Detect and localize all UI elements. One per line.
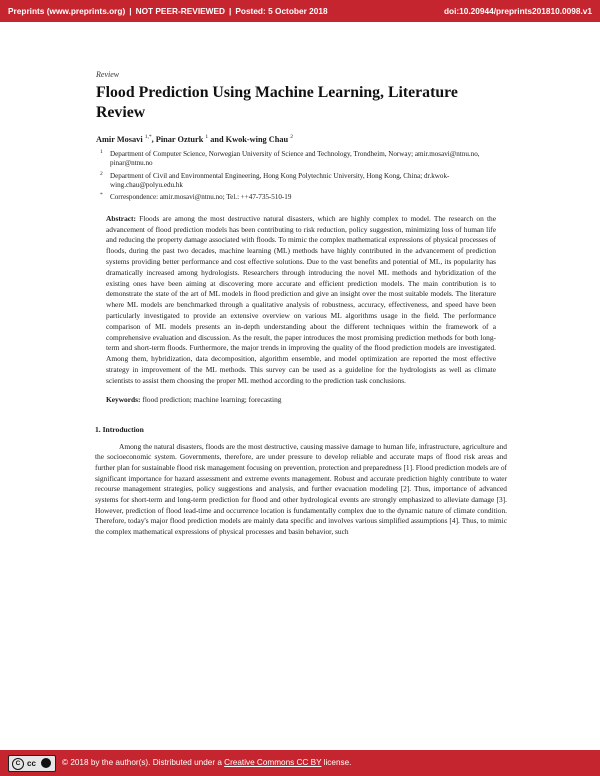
author-affiliation-marker: 1,* <box>144 134 152 140</box>
review-status: NOT PEER-REVIEWED <box>135 6 226 16</box>
preprint-header-bar <box>0 0 600 22</box>
license-link[interactable]: Creative Commons CC BY <box>224 758 322 767</box>
correspondence-text: Correspondence: amir.mosavi@ntnu.no; Tel.: ++47-735-510-19 <box>110 193 292 202</box>
license-suffix: license. <box>323 758 352 767</box>
cc-by-badge[interactable] <box>8 755 56 772</box>
license-footer-bar <box>0 750 600 776</box>
affiliation-number: 1 <box>100 148 103 155</box>
article-type: Review <box>96 70 120 79</box>
separator: | <box>129 6 132 16</box>
introduction-paragraph: Among the natural disasters, floods are the most destructive, causing massive damage to human life, infrastructure, agriculture and the socioeconomic system. Governments, therefore, are under pressure to develop reliable and accurate maps of flood risk areas and further plan for sustainable flood risk management focusing on prevention, protection and preparedness [1]. Flood prediction models are of significant importance for hazard assessment and extreme events management. Robust and accurate prediction highly contribute to water recourse management strategies, policy suggestions and analysis, and further evacuation modeling [2]. Thus, importance of advanced systems for short-term and long-term prediction for flood and other hydrological events are strongly emphasized to alleviate damage [3]. However, prediction of flood lead-time and occurrence location is fundamentally complex due to the dynamic nature of climate condition. Therefore, today's major flood prediction models are mainly data specific and involves various simplified assumptions [4]. Thus, to mimic the complex mathematical expressions of physical processes and basin behavior, such <box>95 441 507 537</box>
separator: | <box>229 6 232 16</box>
author-name: Amir Mosavi <box>96 134 143 144</box>
doi-link[interactable]: doi:10.20944/preprints201810.0098.v1 <box>443 6 592 16</box>
correspondence <box>96 193 506 202</box>
person-icon <box>41 758 51 768</box>
keywords-label: Keywords: <box>106 394 141 404</box>
affiliation-item <box>96 150 506 169</box>
posted-date: Posted: 5 October 2018 <box>235 6 328 16</box>
author-list <box>96 134 506 144</box>
keywords-text: flood prediction; machine learning; forecasting <box>142 394 282 404</box>
copyright-symbol: © <box>62 758 69 767</box>
correspondence-marker: * <box>100 192 103 199</box>
affiliation-text: Department of Civil and Environmental Engineering, Hong Kong Polytechnic University, Hong Kong, China; dr.kwok-wing.chau@polyu.edu.hk <box>110 171 450 189</box>
affiliation-item <box>96 172 506 191</box>
abstract-text: Floods are among the most destructive natural disasters, which are highly complex to model. The research on the advancement of flood prediction models has been contributing to risk reduction, policy suggestion, minimizing loss of human life and reducing the property damage associated with floods. To mimic the complex mathematical expressions of physical processes of floods, during the past two decades, machine learning (ML) methods have highly contributed in the advancement of prediction systems providing better performance and cost effective solutions. Due to the vast benefits and potential of ML, its popularity has dramatically increased among hydrologists. Researchers through introducing the novel ML methods and hybridization of the existing ones have been aiming at discovering more accurate and efficient prediction models. The main contribution is to demonstrate the state of the art of ML models in flood prediction and give an insight over the most suitable models. The literature where ML models are benchmarked through a qualitative analysis of robustness, accuracy, effectiveness, and speed have been particularly investigated to provide an extensive overview on various ML algorithms usage in the field. The performance comparison of ML models presents an in-depth understanding about the different techniques within the framework of a comprehensive evaluation and discussion. As the result, the paper introduces the most promising prediction methods for both long-term and short-term floods. Furthermore, the major trends in improving the quality of the flood prediction models are investigated. Among them, hybridization, data decomposition, algorithm ensemble, and model optimization are reported the most effective strategy in improvement of the ML methods. This survey can be used as a guideline for the hydrologists as well as climate scientists to assist them choosing the proper ML method according to the prediction task conclusions. <box>106 213 496 385</box>
cc-badge-text: cc <box>27 759 36 768</box>
author-affiliation-marker: 2 <box>290 134 293 140</box>
abstract <box>106 214 496 387</box>
article-title: Flood Prediction Using Machine Learning, Literature Review <box>96 84 458 121</box>
author-name: Kwok-wing Chau <box>225 134 289 144</box>
license-prefix: 2018 by the author(s). Distributed under a <box>70 758 222 767</box>
affiliation-text: Department of Computer Science, Norwegian University of Science and Technology, Trondheim, Norway; amir.mosavi@ntnu.no, pinar@ntnu.no <box>110 149 480 168</box>
affiliation-number: 2 <box>100 170 103 177</box>
license-text <box>62 758 351 767</box>
site-link[interactable]: Preprints (www.preprints.org) <box>8 6 126 16</box>
section-heading: 1. Introduction <box>95 424 144 434</box>
author-separator: and <box>208 134 226 144</box>
author-separator: , <box>151 134 156 144</box>
author-name: Pinar Ozturk <box>155 134 204 144</box>
header-info <box>8 6 328 16</box>
affiliations <box>96 150 506 203</box>
article-content <box>96 70 506 538</box>
keywords <box>106 395 496 404</box>
author-affiliation-marker: 1 <box>205 134 209 140</box>
abstract-label: Abstract: <box>106 213 136 223</box>
cc-icon: C <box>12 758 24 770</box>
